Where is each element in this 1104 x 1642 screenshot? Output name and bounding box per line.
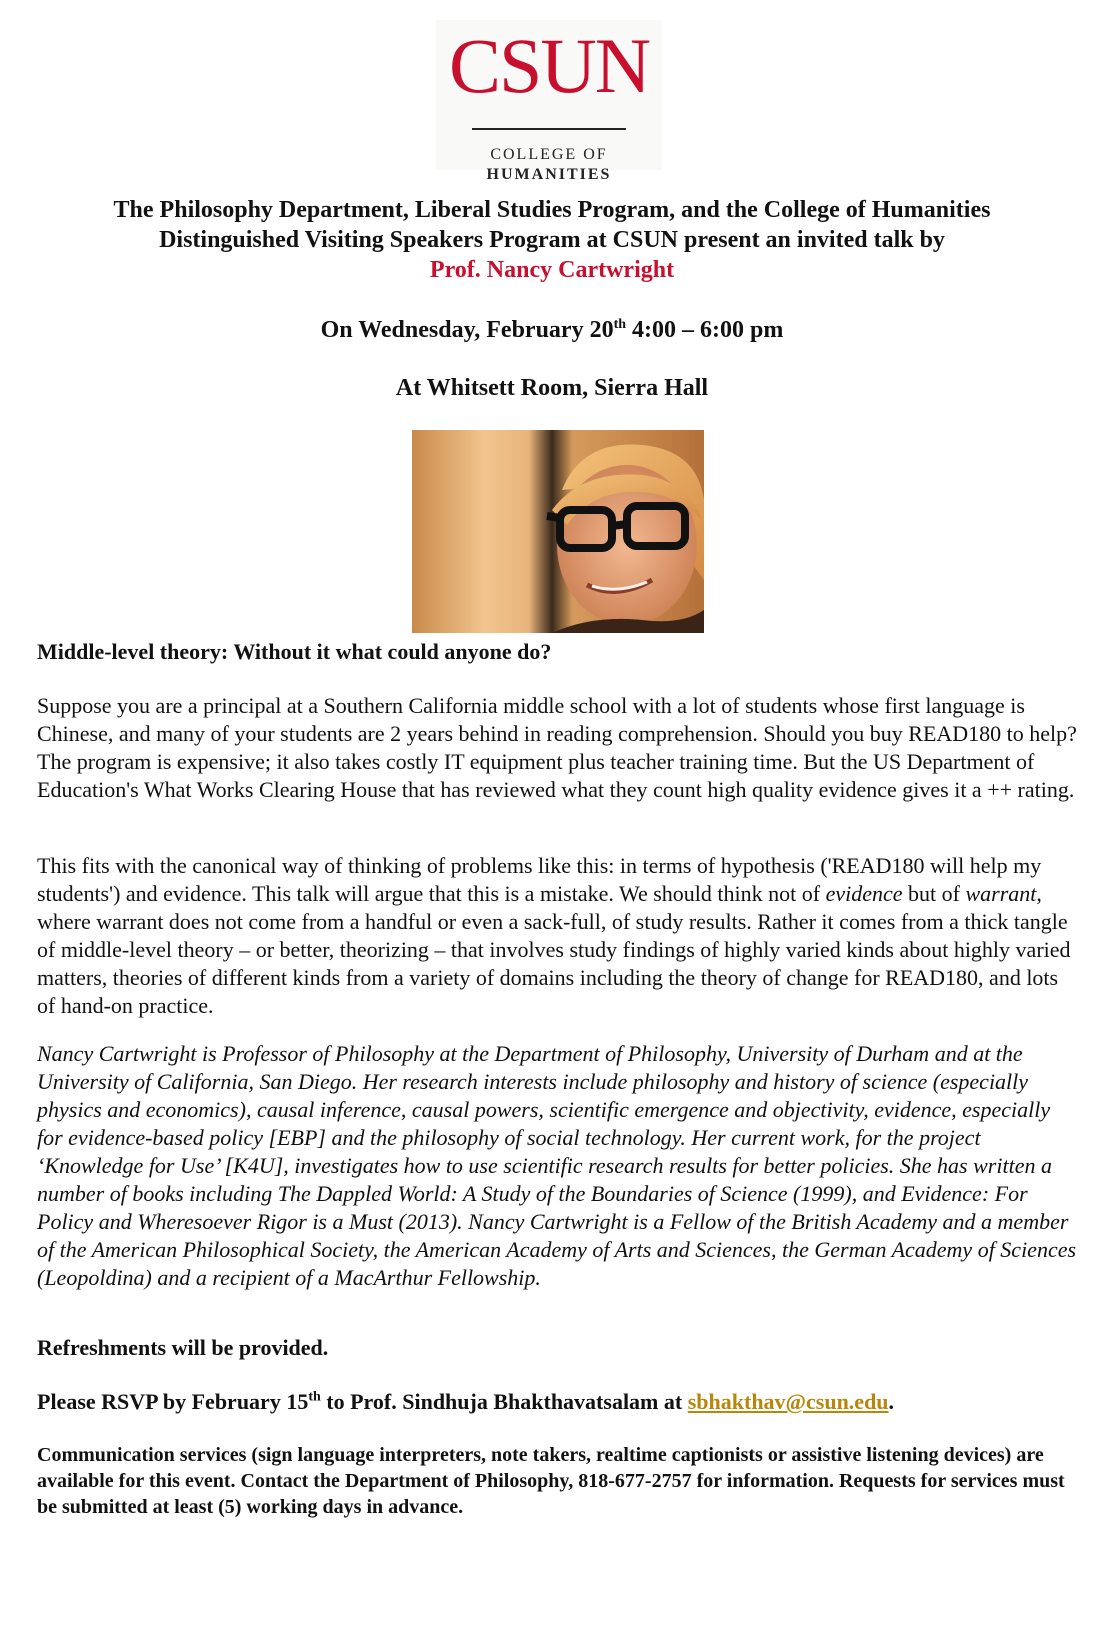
abstract-paragraph-2 [37,852,1077,1020]
csun-logo [436,20,662,183]
logo-wordmark: CSUN [448,22,650,109]
intro-line-1: The Philosophy Department, Liberal Studies Program, and the College of Humanities [113,197,991,223]
speaker-photo [412,430,704,633]
term-evidence: evidence [825,881,903,906]
rsvp-line [37,1388,1077,1416]
refreshments-note: Refreshments will be provided. [37,1335,329,1360]
speaker-name: Prof. Nancy Cartwright [429,257,675,283]
para2-part-b: but of [902,881,966,906]
term-warrant: warrant [965,881,1037,906]
talk-title: Middle-level theory: Without it what could anyone do? [37,639,552,664]
rsvp-email-link[interactable]: sbhakthav@csun.edu [687,1389,889,1414]
date-ordinal: th [613,317,627,332]
intro-line-2: Distinguished Visiting Speakers Program at CSUN present an invited talk by [159,227,945,253]
rsvp-ordinal: th [308,1389,321,1405]
para2-part-c: , where warrant does not come from a handful or even a sack-full, of study results. Rather it comes from a thick tangle of middle-level theory – or better, theorizing – that involves study findings of highly varied kinds about highly varied matters, theories of different kinds from a variety of domains including the theory of change for READ180, and lots of hand-on practice. [37,881,1071,1018]
para2-part-a: This fits with the canonical way of thinking of problems like this: in terms of hypothesis ('READ180 will help my students') and evidence. This talk will argue that this is a mistake. We should think not of [37,853,1042,906]
abstract-paragraph-1: Suppose you are a principal at a Southern California middle school with a lot of students whose first language is Chinese, and many of your students are 2 years behind in reading comprehension. Should you buy READ180 to help? The program is expensive; it also takes costly IT equipment plus teacher training time. But the US Department of Education's What Works Clearing House that has reviewed what they count high quality evidence gives it a ++ rating. [37,693,1077,802]
event-date [0,315,1104,345]
event-location: At Whitsett Room, Sierra Hall [395,375,709,401]
portrait-illustration [412,430,704,633]
date-prefix: On Wednesday, February 20 [320,317,614,343]
rsvp-end: . [888,1389,895,1414]
communication-services-note: Communication services (sign language interpreters, note takers, realtime captionists or assistive listening devices) are available for this event. Contact the Department of Philosophy, 818-677-2757 for information. Requests for services must be submitted at least (5) working days in advance. [37,1444,1065,1518]
logo-college-of: COLLEGE OF [490,146,608,163]
logo-divider [472,128,626,130]
speaker-bio: Nancy Cartwright is Professor of Philosophy at the Department of Philosophy, University of Durham and at the University of California, San Diego. Her research interests include philosophy and history of science (especially physics and economics), causal inference, causal powers, scientific emergence and objectivity, evidence, especially for evidence-based policy [EBP] and the philosophy of social technology. Her current work, for the project ‘Knowledge for Use’ [K4U], investigates how to use scientific research results for better policies. She has written a number of books including The Dappled World: A Study of the Boundaries of Science (1999), and Evidence: For Policy and Wheresoever Rigor is a Must (2013). Nancy Cartwright is a Fellow of the British Academy and a member of the American Philosophical Society, the American Academy of Arts and Sciences, the German Academy of Sciences (Leopoldina) and a recipient of a MacArthur Fellowship. [37,1041,1077,1290]
date-time: 4:00 – 6:00 pm [626,317,784,343]
logo-humanities: HUMANITIES [486,166,612,183]
rsvp-middle: to Prof. Sindhuja Bhakthavatsalam at [320,1389,688,1414]
rsvp-prefix: Please RSVP by February 15 [37,1389,309,1414]
